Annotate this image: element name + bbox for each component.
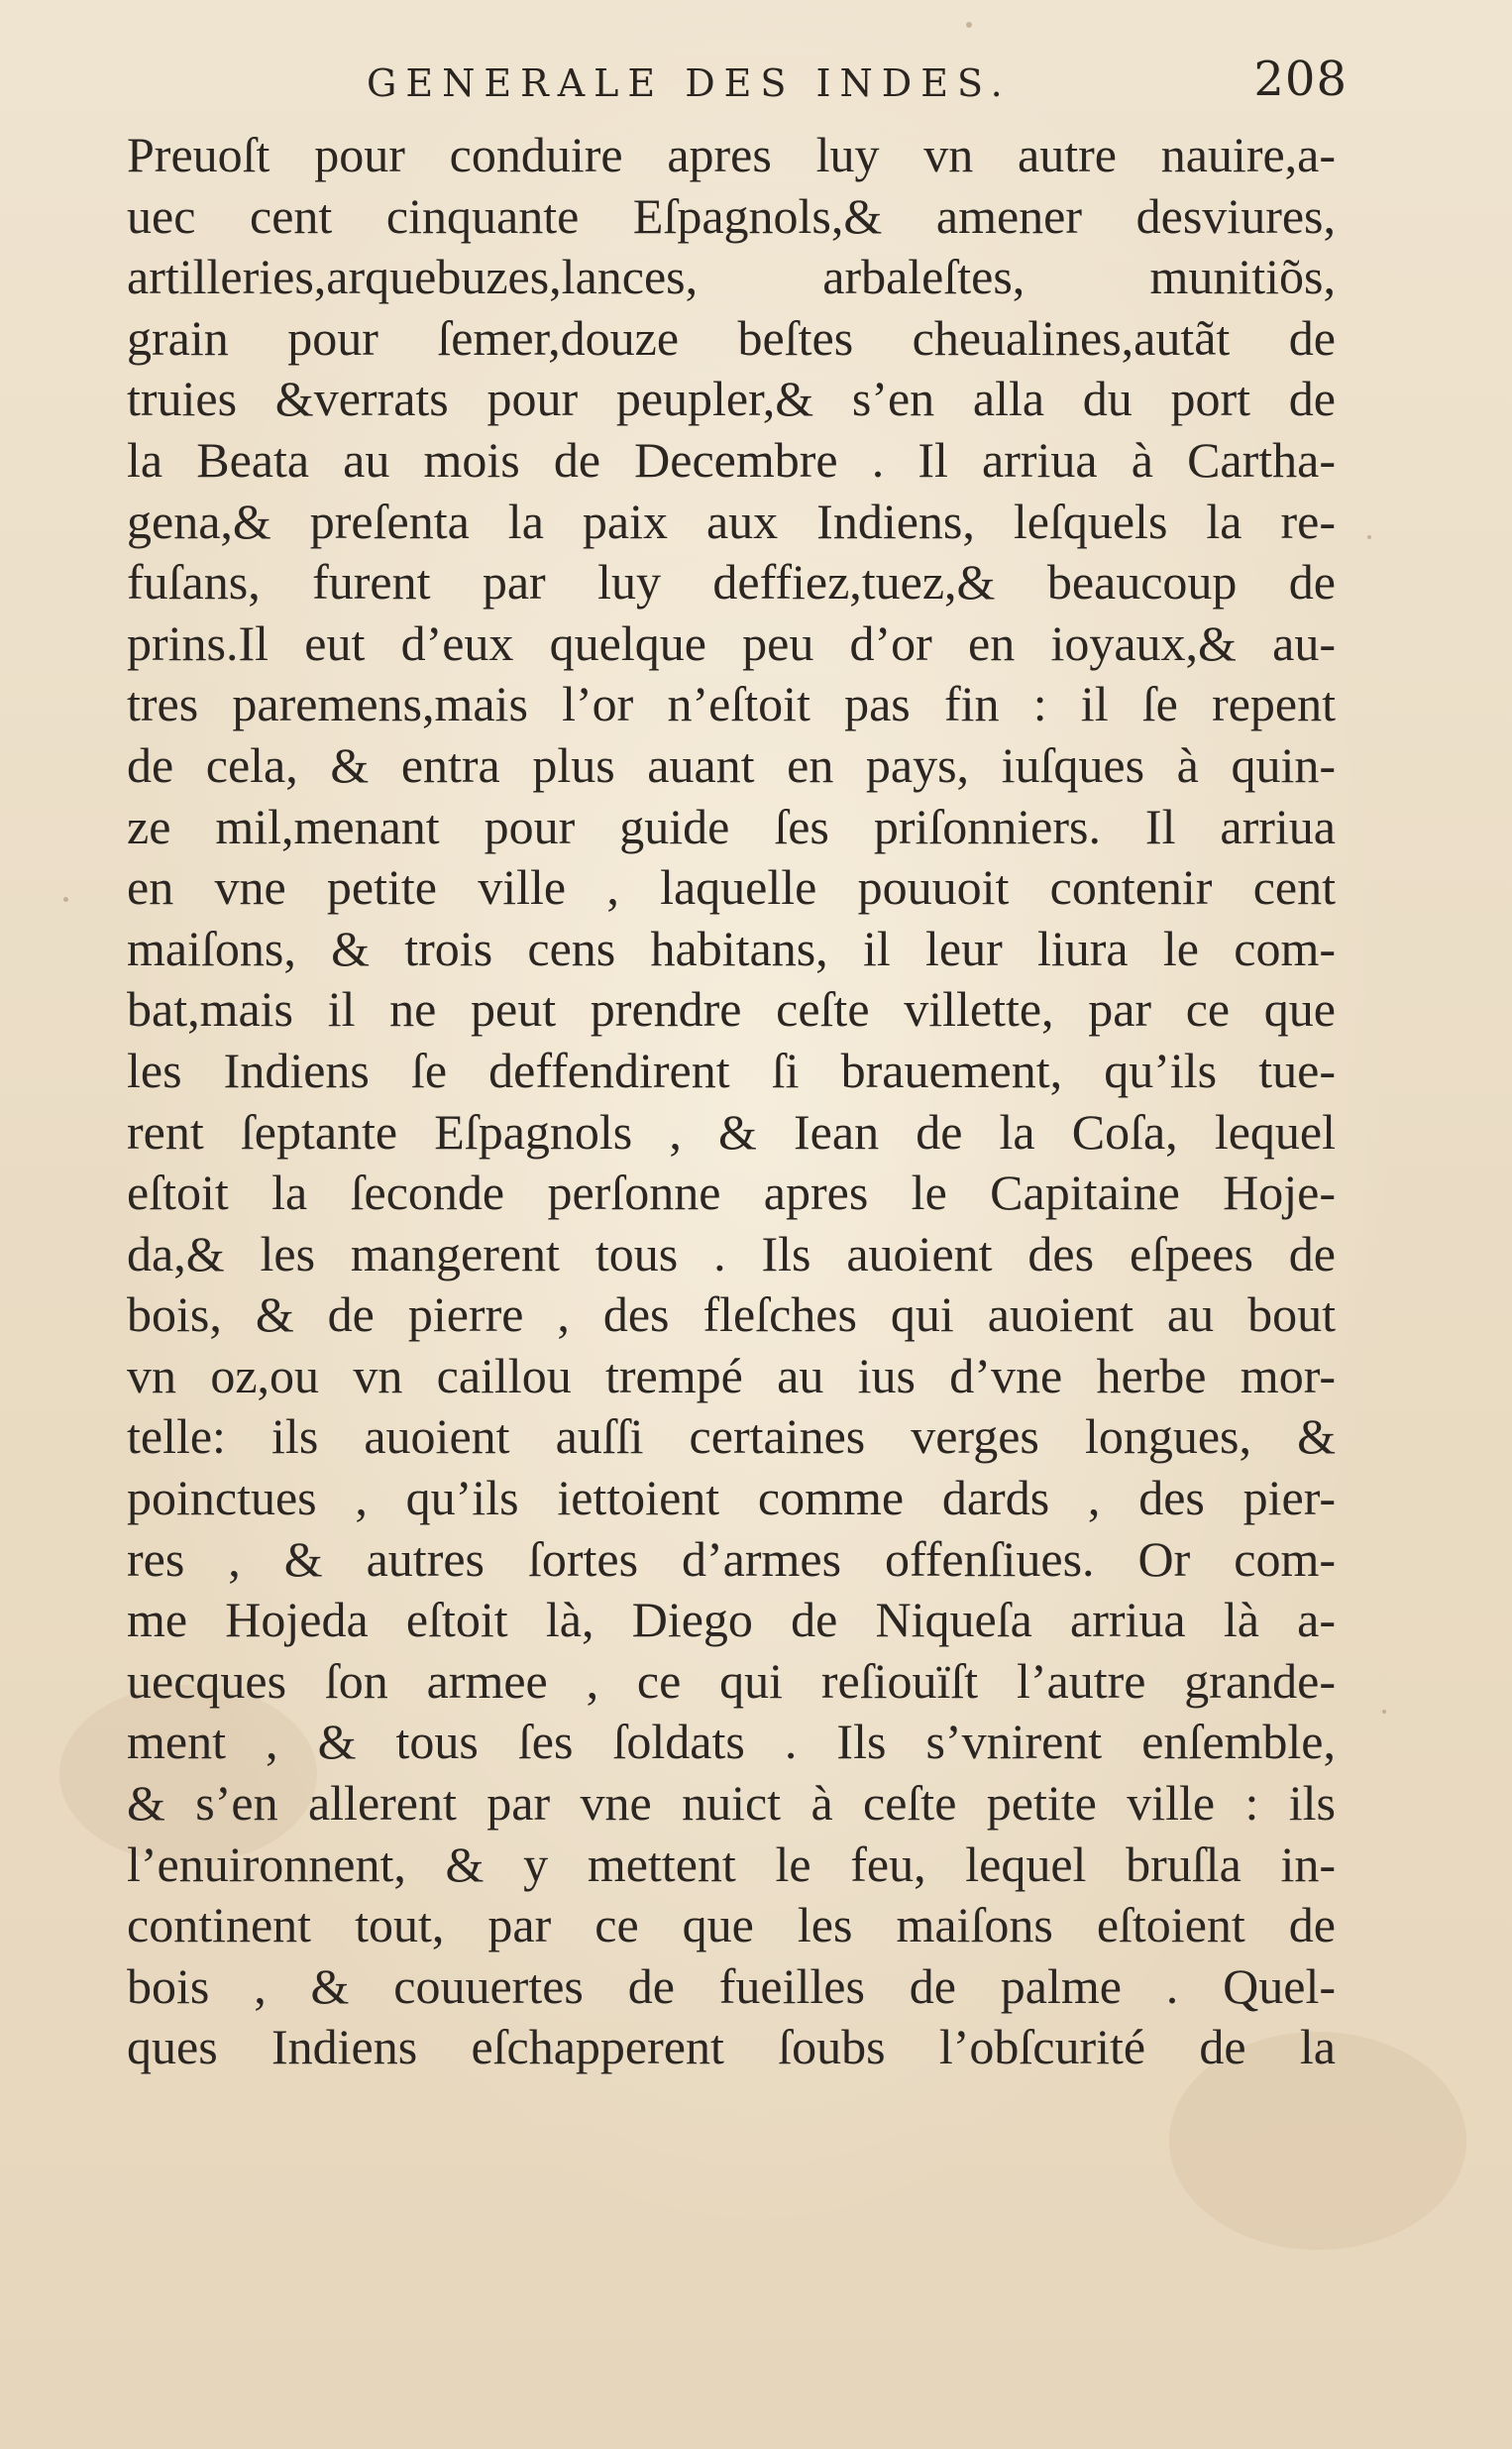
text-line: & s’en allerent par vne nuict à ceſte petite ville : ils xyxy=(127,1775,1336,1832)
paper-speck xyxy=(63,897,68,902)
text-line: bois, & de pierre , des fleſches qui auoient au bout xyxy=(127,1286,1336,1343)
text-line: Preuoſt pour conduire apres luy vn autre nauire,a- xyxy=(127,127,1336,182)
text-line: prins.Il eut d’eux quelque peu d’or en ioyaux,& au- xyxy=(127,614,1336,671)
text-line: bois , & couuertes de fueilles de palme . Quel- xyxy=(127,1957,1336,2014)
text-line: maiſons, & trois cens habitans, il leur liura le com- xyxy=(127,920,1336,976)
text-line: fuſans, furent par luy deffiez,tuez,& beaucoup de xyxy=(127,554,1336,611)
text-line: da,& les mangerent tous . Ils auoient des eſpees de xyxy=(127,1225,1336,1281)
text-line: truies &verrats pour peupler,& s’en alla du port de xyxy=(127,371,1336,427)
text-line: me Hojeda eſtoit là, Diego de Niqueſa arriua là a- xyxy=(127,1592,1336,1648)
running-head: GENERALE DES INDES. xyxy=(367,61,1012,105)
paper-speck xyxy=(1382,1710,1386,1714)
text-line: la Beata au mois de Decembre . Il arriua à Cartha- xyxy=(127,431,1336,488)
text-line: uec cent cinquante Eſpagnols,& amener desviures, xyxy=(127,187,1336,244)
paper-speck xyxy=(966,22,972,28)
text-line: ques Indiens eſchapperent ſoubs l’obſcurité de la xyxy=(127,2019,1336,2075)
text-line: grain pour ſemer,douze beſtes cheualines,autãt de xyxy=(127,309,1336,366)
text-line: uecques ſon armee , ce qui reſiouïſt l’autre grande- xyxy=(127,1652,1336,1709)
text-line: artilleries,arquebuzes,lances, arbaleſtes, munitiõs, xyxy=(127,249,1336,305)
text-line: gena,& preſenta la paix aux Indiens, leſquels la re- xyxy=(127,493,1336,549)
text-line: les Indiens ſe deffendirent ſi brauement, qu’ils tue- xyxy=(127,1042,1336,1098)
text-line: res , & autres ſortes d’armes offenſiues. Or com- xyxy=(127,1530,1336,1587)
text-line: eſtoit la ſeconde perſonne apres le Capitaine Hoje- xyxy=(127,1165,1336,1221)
text-line: poinctues , qu’ils iettoient comme dards , des pier- xyxy=(127,1470,1336,1526)
body-text xyxy=(127,125,1336,2078)
text-line: telle: ils auoient auſſi certaines verges longues, & xyxy=(127,1408,1336,1465)
text-line: bat,mais il ne peut prendre ceſte villette, par ce que xyxy=(127,981,1336,1038)
text-line: en vne petite ville , laquelle pouuoit contenir cent xyxy=(127,859,1336,916)
text-line: ze mil,menant pour guide ſes priſonniers. Il arriua xyxy=(127,798,1336,854)
text-line: ment , & tous ſes ſoldats . Ils s’vnirent enſemble, xyxy=(127,1714,1336,1770)
text-line: rent ſeptante Eſpagnols , & Iean de la Coſa, lequel xyxy=(127,1103,1336,1160)
text-line: vn oz,ou vn caillou trempé au ius d’vne herbe mor- xyxy=(127,1347,1336,1403)
text-line: tres paremens,mais l’or n’eſtoit pas fin : il ſe repent xyxy=(127,676,1336,732)
paper-speck xyxy=(1367,535,1371,539)
text-line: continent tout, par ce que les maiſons eſtoient de xyxy=(127,1897,1336,1953)
page-number: 208 xyxy=(1253,52,1348,107)
text-line: de cela, & entra plus auant en pays, iuſques à quin- xyxy=(127,736,1336,793)
text-line: l’enuironnent, & y mettent le feu, lequel bruſla in- xyxy=(127,1836,1336,1892)
